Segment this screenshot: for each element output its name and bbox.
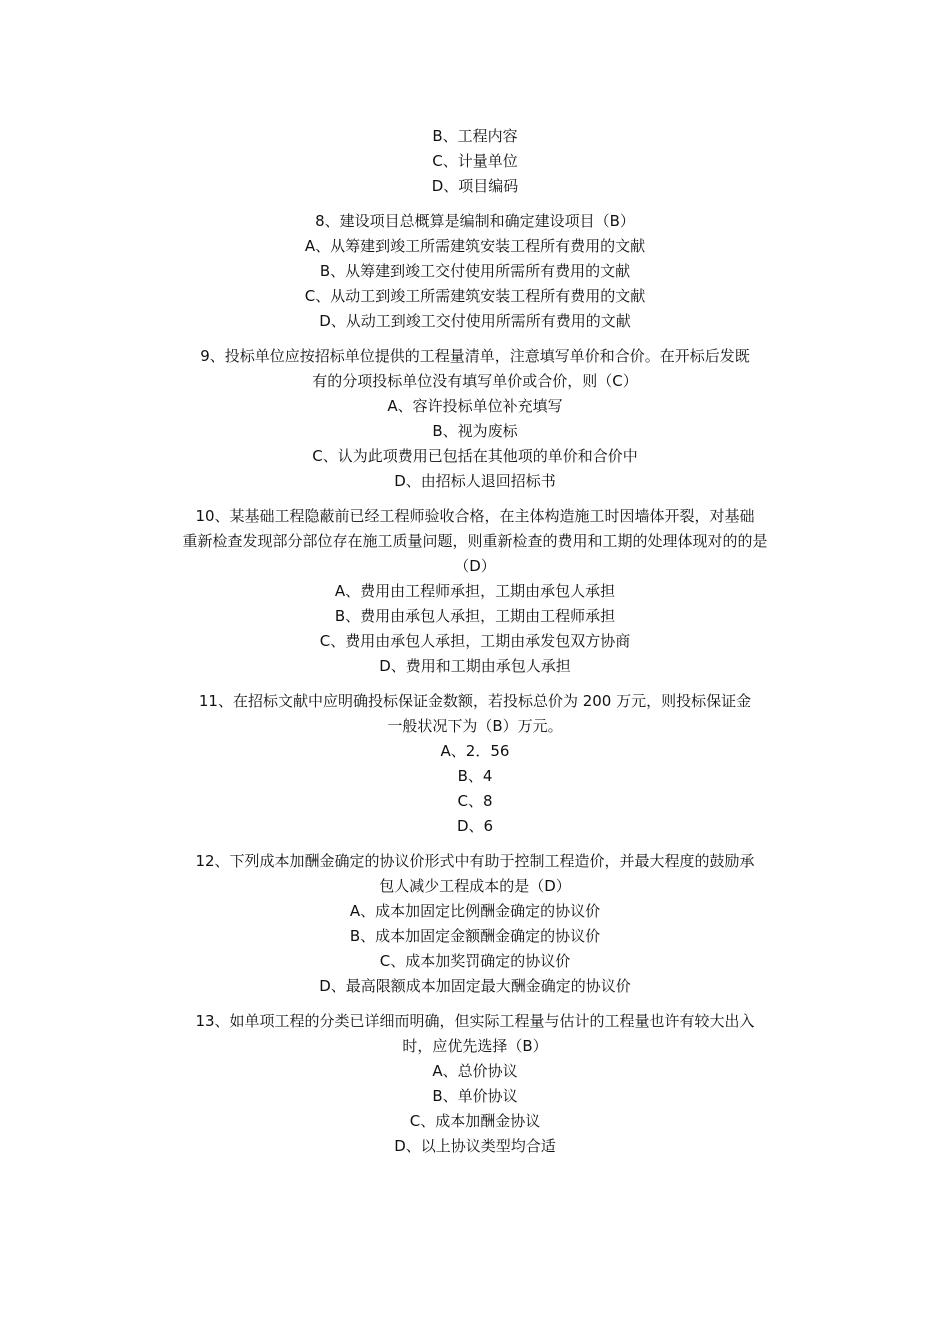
- question-10: [145, 504, 805, 679]
- option-a: A、成本加固定比例酬金确定的协议价: [349, 902, 601, 920]
- question-text-line-3: （D）: [454, 557, 496, 575]
- option-b: B、单价协议: [432, 1087, 518, 1105]
- question-13: [145, 1009, 805, 1159]
- option-c: C、成本加酬金协议: [409, 1112, 541, 1130]
- option-b: B、4: [457, 767, 493, 785]
- option-a: A、总价协议: [432, 1062, 518, 1080]
- question-text-line-2: 时，应优先选择（B）: [402, 1037, 548, 1055]
- option-c: C、费用由承包人承担，工期由承发包双方协商: [319, 632, 631, 650]
- question-11: [145, 689, 805, 839]
- question-text-line-1: 11、在招标文献中应明确投标保证金数额，若投标总价为 200 万元，则投标保证金: [198, 692, 752, 710]
- option-a: A、容许投标单位补充填写: [387, 397, 563, 415]
- option-b: B、视为废标: [432, 422, 518, 440]
- option-d: D、项目编码: [431, 177, 519, 195]
- option-b: B、从筹建到竣工交付使用所需所有费用的文献: [319, 262, 631, 280]
- option-d: D、以上协议类型均合适: [394, 1137, 556, 1155]
- option-d: D、最高限额成本加固定最大酬金确定的协议价: [319, 977, 631, 995]
- option-d: D、6: [456, 817, 494, 835]
- option-c: C、成本加奖罚确定的协议价: [379, 952, 571, 970]
- question-8: [145, 209, 805, 334]
- option-c: C、认为此项费用已包括在其他项的单价和合价中: [312, 447, 638, 465]
- question-text: 8、建设项目总概算是编制和确定建设项目（B）: [315, 212, 635, 230]
- question-7-continuation: [145, 124, 805, 199]
- document-content: [145, 124, 805, 1159]
- question-9: [145, 344, 805, 494]
- question-12: [145, 849, 805, 999]
- option-a: A、2．56: [440, 742, 510, 760]
- question-text-line-1: 13、如单项工程的分类已详细而明确，但实际工程量与估计的工程量也许有较大出入: [195, 1012, 755, 1030]
- option-c: C、从动工到竣工所需建筑安装工程所有费用的文献: [304, 287, 646, 305]
- question-text-line-1: 12、下列成本加酬金确定的协议价形式中有助于控制工程造价，并最大程度的鼓励承: [195, 852, 755, 870]
- question-text-line-2: 一般状况下为（B）万元。: [387, 717, 563, 735]
- question-text-line-2: 包人减少工程成本的是（D）: [379, 877, 571, 895]
- option-c: C、8: [457, 792, 493, 810]
- option-d: D、由招标人退回招标书: [394, 472, 556, 490]
- question-text-line-1: 10、某基础工程隐蔽前已经工程师验收合格，在主体构造施工时因墙体开裂，对基础: [195, 507, 755, 525]
- question-text-line-2: 重新检查发现部分部位存在施工质量问题，则重新检查的费用和工期的处理体现对的的是: [182, 532, 768, 550]
- question-text-line-1: 9、投标单位应按招标单位提供的工程量清单，注意填写单价和合价。在开标后发既: [200, 347, 750, 365]
- option-b: B、费用由承包人承担，工期由工程师承担: [334, 607, 616, 625]
- option-b: B、成本加固定金额酬金确定的协议价: [349, 927, 601, 945]
- option-d: D、费用和工期由承包人承担: [379, 657, 571, 675]
- option-c: C、计量单位: [432, 152, 518, 170]
- option-a: A、费用由工程师承担，工期由承包人承担: [334, 582, 616, 600]
- option-b: B、工程内容: [432, 127, 518, 145]
- option-d: D、从动工到竣工交付使用所需所有费用的文献: [319, 312, 631, 330]
- option-a: A、从筹建到竣工所需建筑安装工程所有费用的文献: [304, 237, 646, 255]
- question-text-line-2: 有的分项投标单位没有填写单价或合价，则（C）: [312, 372, 638, 390]
